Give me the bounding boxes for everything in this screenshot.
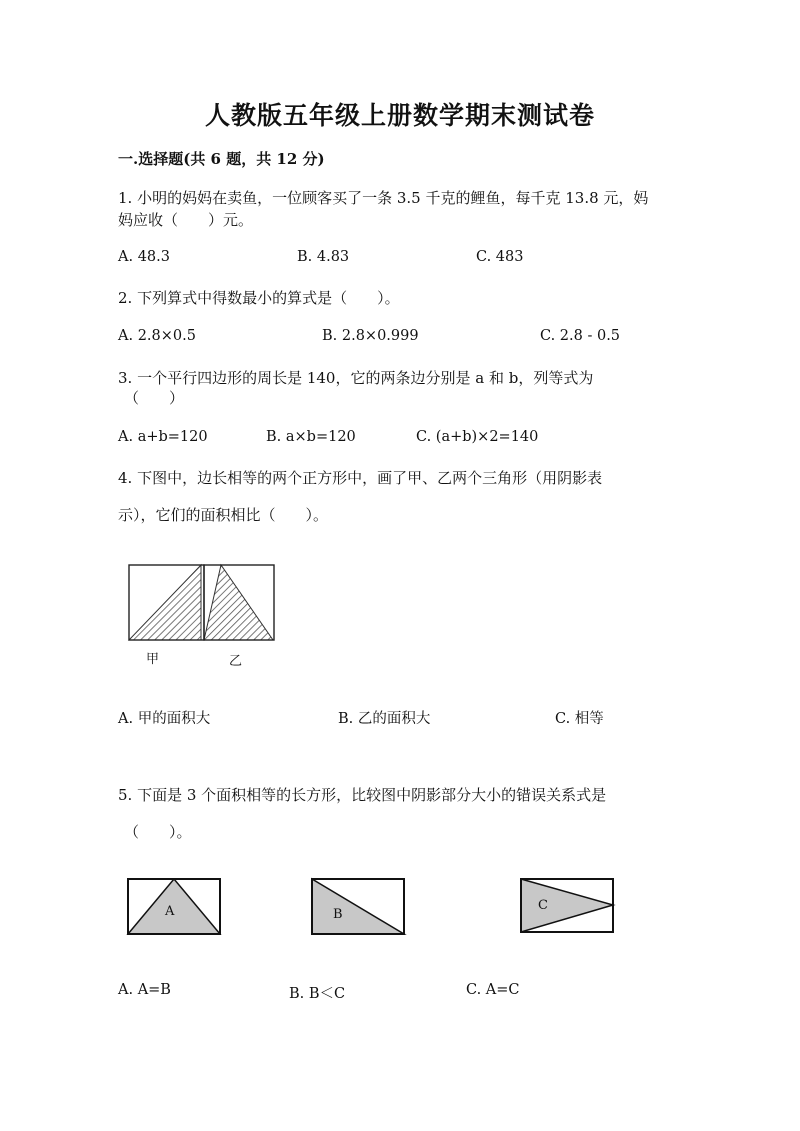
question-1-line-1: 1. 小明的妈妈在卖鱼，一位顾客买了一条 3.5 千克的鲤鱼，每千克 13.8 元，妈 — [118, 189, 649, 207]
question-1-line-2: 妈应收（ ）元。 — [118, 211, 254, 229]
question-4-option-c[interactable]: C. 相等 — [555, 711, 604, 727]
question-3-option-a[interactable]: A. a+b=120 — [118, 429, 208, 445]
question-4-line-2: 示），它们的面积相比（ ）。 — [118, 506, 329, 524]
rectangle-c-figure — [519, 877, 615, 935]
question-2-option-c[interactable]: C. 2.8 - 0.5 — [540, 328, 621, 344]
question-1-option-b[interactable]: B. 4.83 — [297, 249, 350, 265]
question-5-option-a[interactable]: A. A=B — [118, 982, 171, 998]
question-1-option-c[interactable]: C. 483 — [476, 249, 524, 265]
question-4-option-a[interactable]: A. 甲的面积大 — [118, 711, 211, 727]
question-3-option-c[interactable]: C. (a+b)×2=140 — [416, 429, 539, 445]
figure-label-jia: 甲 — [146, 652, 160, 667]
shape-label-c: C — [538, 898, 548, 913]
question-3-line-1: 3. 一个平行四边形的周长是 140，它的两条边分别是 a 和 b，列等式为 — [118, 369, 594, 387]
question-5-option-b[interactable]: B. B＜C — [289, 986, 346, 1002]
question-4-line-1: 4. 下图中，边长相等的两个正方形中，画了甲、乙两个三角形（用阴影表 — [118, 469, 603, 487]
question-2-option-a[interactable]: A. 2.8×0.5 — [118, 328, 196, 344]
question-5-option-c[interactable]: C. A=C — [466, 982, 520, 998]
question-3-line-2: （ ） — [124, 389, 185, 407]
question-5-line-1: 5. 下面是 3 个面积相等的长方形，比较图中阴影部分大小的错误关系式是 — [118, 786, 607, 804]
question-1-option-a[interactable]: A. 48.3 — [118, 249, 170, 265]
section-heading: 一.选择题(共 6 题，共 12 分) — [118, 150, 325, 168]
triangle-jia — [129, 565, 201, 640]
shape-label-b: B — [333, 907, 343, 922]
rectangle-b-figure — [310, 877, 406, 937]
question-4-option-b[interactable]: B. 乙的面积大 — [338, 711, 431, 727]
question-3-option-b[interactable]: B. a×b=120 — [266, 429, 356, 445]
shape-label-a: A — [165, 904, 175, 919]
page-title: 人教版五年级上册数学期末测试卷 — [204, 101, 595, 130]
triangle-yi — [204, 565, 273, 640]
two-squares-triangles-figure — [126, 562, 278, 644]
triangle-c — [521, 879, 613, 932]
question-2-line-1: 2. 下列算式中得数最小的算式是（ ）。 — [118, 289, 400, 307]
triangle-b — [312, 879, 404, 934]
question-2-option-b[interactable]: B. 2.8×0.999 — [322, 328, 419, 344]
question-5-line-2: （ ）。 — [124, 823, 192, 841]
figure-label-yi: 乙 — [229, 654, 243, 669]
